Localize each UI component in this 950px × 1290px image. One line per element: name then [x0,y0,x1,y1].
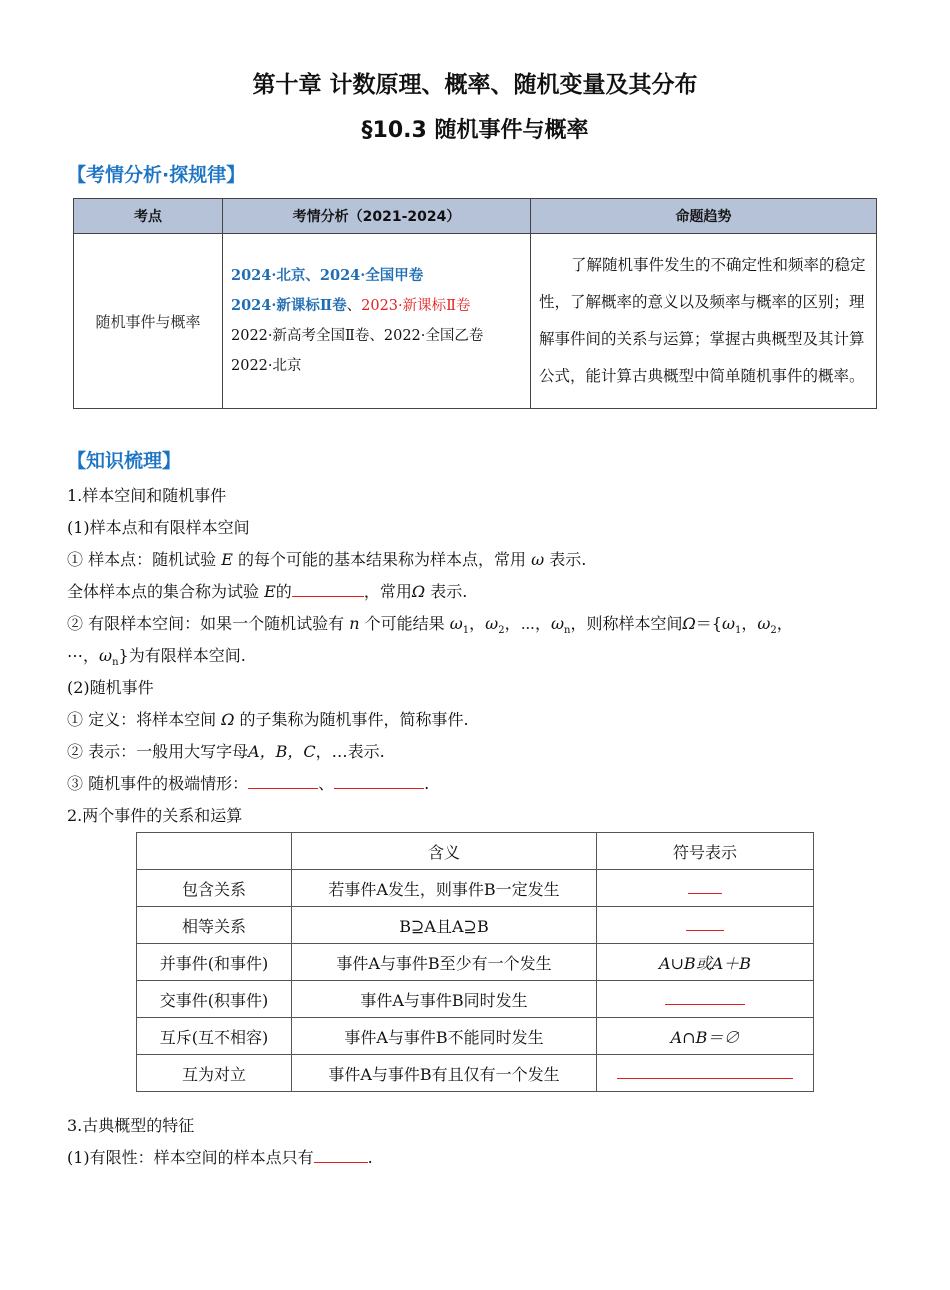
subheading-1: (1)样本点和有限样本空间 [67,518,250,537]
paragraph-definition: ① 定义：将样本空间 Ω 的子集称为随机事件，简称事件. [67,710,469,729]
paragraph-finiteness: (1)有限性：样本空间的样本点只有 . [67,1148,373,1167]
heading-1: 1.样本空间和随机事件 [67,486,227,505]
symbol-cell [597,981,814,1018]
fill-blank[interactable] [665,990,745,1005]
section-heading-knowledge: 【知识梳理】 [67,450,182,472]
fill-blank[interactable] [688,879,722,894]
fill-blank[interactable] [314,1148,368,1163]
table-header [137,833,292,870]
section-title: §10.3 随机事件与概率 [361,118,589,143]
relations-table [136,832,814,1092]
table-row: 交事件(积事件) 事件A与事件B同时发生 [137,981,814,1018]
subheading-2: (2)随机事件 [67,678,154,697]
paragraph-notation: ② 表示：一般用大写字母A，B，C，…表示. [67,742,385,761]
heading-3: 3.古典概型的特征 [67,1116,195,1135]
symbol-cell [597,907,814,944]
fill-blank[interactable] [686,916,724,931]
table-row: 互斥(互不相容) 事件A与事件B不能同时发生 A∩B＝∅ [137,1018,814,1055]
heading-2: 2.两个事件的关系和运算 [67,806,243,825]
table-header: 考点 [74,199,223,234]
chapter-title: 第十章 计数原理、概率、随机变量及其分布 [252,72,698,98]
exams-cell [223,234,531,409]
fill-blank[interactable] [334,774,424,789]
trend-cell [531,234,877,409]
fill-blank[interactable] [617,1064,793,1079]
exam-item: 2022·新高考全国Ⅱ卷、2022·全国乙卷 [231,328,484,344]
table-header: 考情分析（2021-2024） [223,199,531,234]
table-header: 符号表示 [597,833,814,870]
topic-cell: 随机事件与概率 [74,234,223,409]
symbol-cell [597,1055,814,1092]
table-row: 包含关系 若事件A发生，则事件B一定发生 [137,870,814,907]
paragraph-finite-space: ② 有限样本空间：如果一个随机试验有 n 个可能结果 $\omega_1$，$\omega_2$，⋯，$\omega_n$，则称样本空间$\Omega=\{\omega_1$，$\omega_2$， [67,614,793,637]
paragraph-extreme-cases: ③ 随机事件的极端情形： 、 . [67,774,430,793]
paragraph-sample-space: 全体样本点的集合称为试验 E的 ，常用Ω 表示. [67,582,468,601]
exam-item: 2022·北京 [231,358,302,374]
paragraph-sample-point: ① 样本点：随机试验 E 的每个可能的基本结果称为样本点，常用 ω 表示. [67,550,587,569]
trend-text: 了解随机事件发生的不确定性和频率的稳定性，了解概率的意义以及频率与概率的区别；理解事件间的关系与运算；掌握古典概型及其计算公式，能计算古典概型中简单随机事件的概率。 [539,256,866,385]
fill-blank[interactable] [248,774,318,789]
exam-item: 2024·全国甲卷 [319,267,424,284]
exam-item: 2024·北京、 [231,267,320,284]
paragraph-finite-space-cont: ⋯，$\omega_n$}为有限样本空间. [67,646,246,669]
table-row: 并事件(和事件) 事件A与事件B至少有一个发生 A∪B或A＋B [137,944,814,981]
separator: 、 [346,298,362,314]
exam-item: 2024·新课标Ⅱ卷 [231,297,347,314]
symbol-cell [597,870,814,907]
analysis-table [73,198,877,409]
table-row: 相等关系 B⊇A且A⊇B [137,907,814,944]
table-header: 命题趋势 [531,199,877,234]
table-header: 含义 [292,833,597,870]
exam-item: 2023·新课标Ⅱ卷 [361,298,471,314]
section-heading-analysis: 【考情分析·探规律】 [67,164,246,186]
table-row: 互为对立 事件A与事件B有且仅有一个发生 [137,1055,814,1092]
fill-blank[interactable] [292,582,364,597]
